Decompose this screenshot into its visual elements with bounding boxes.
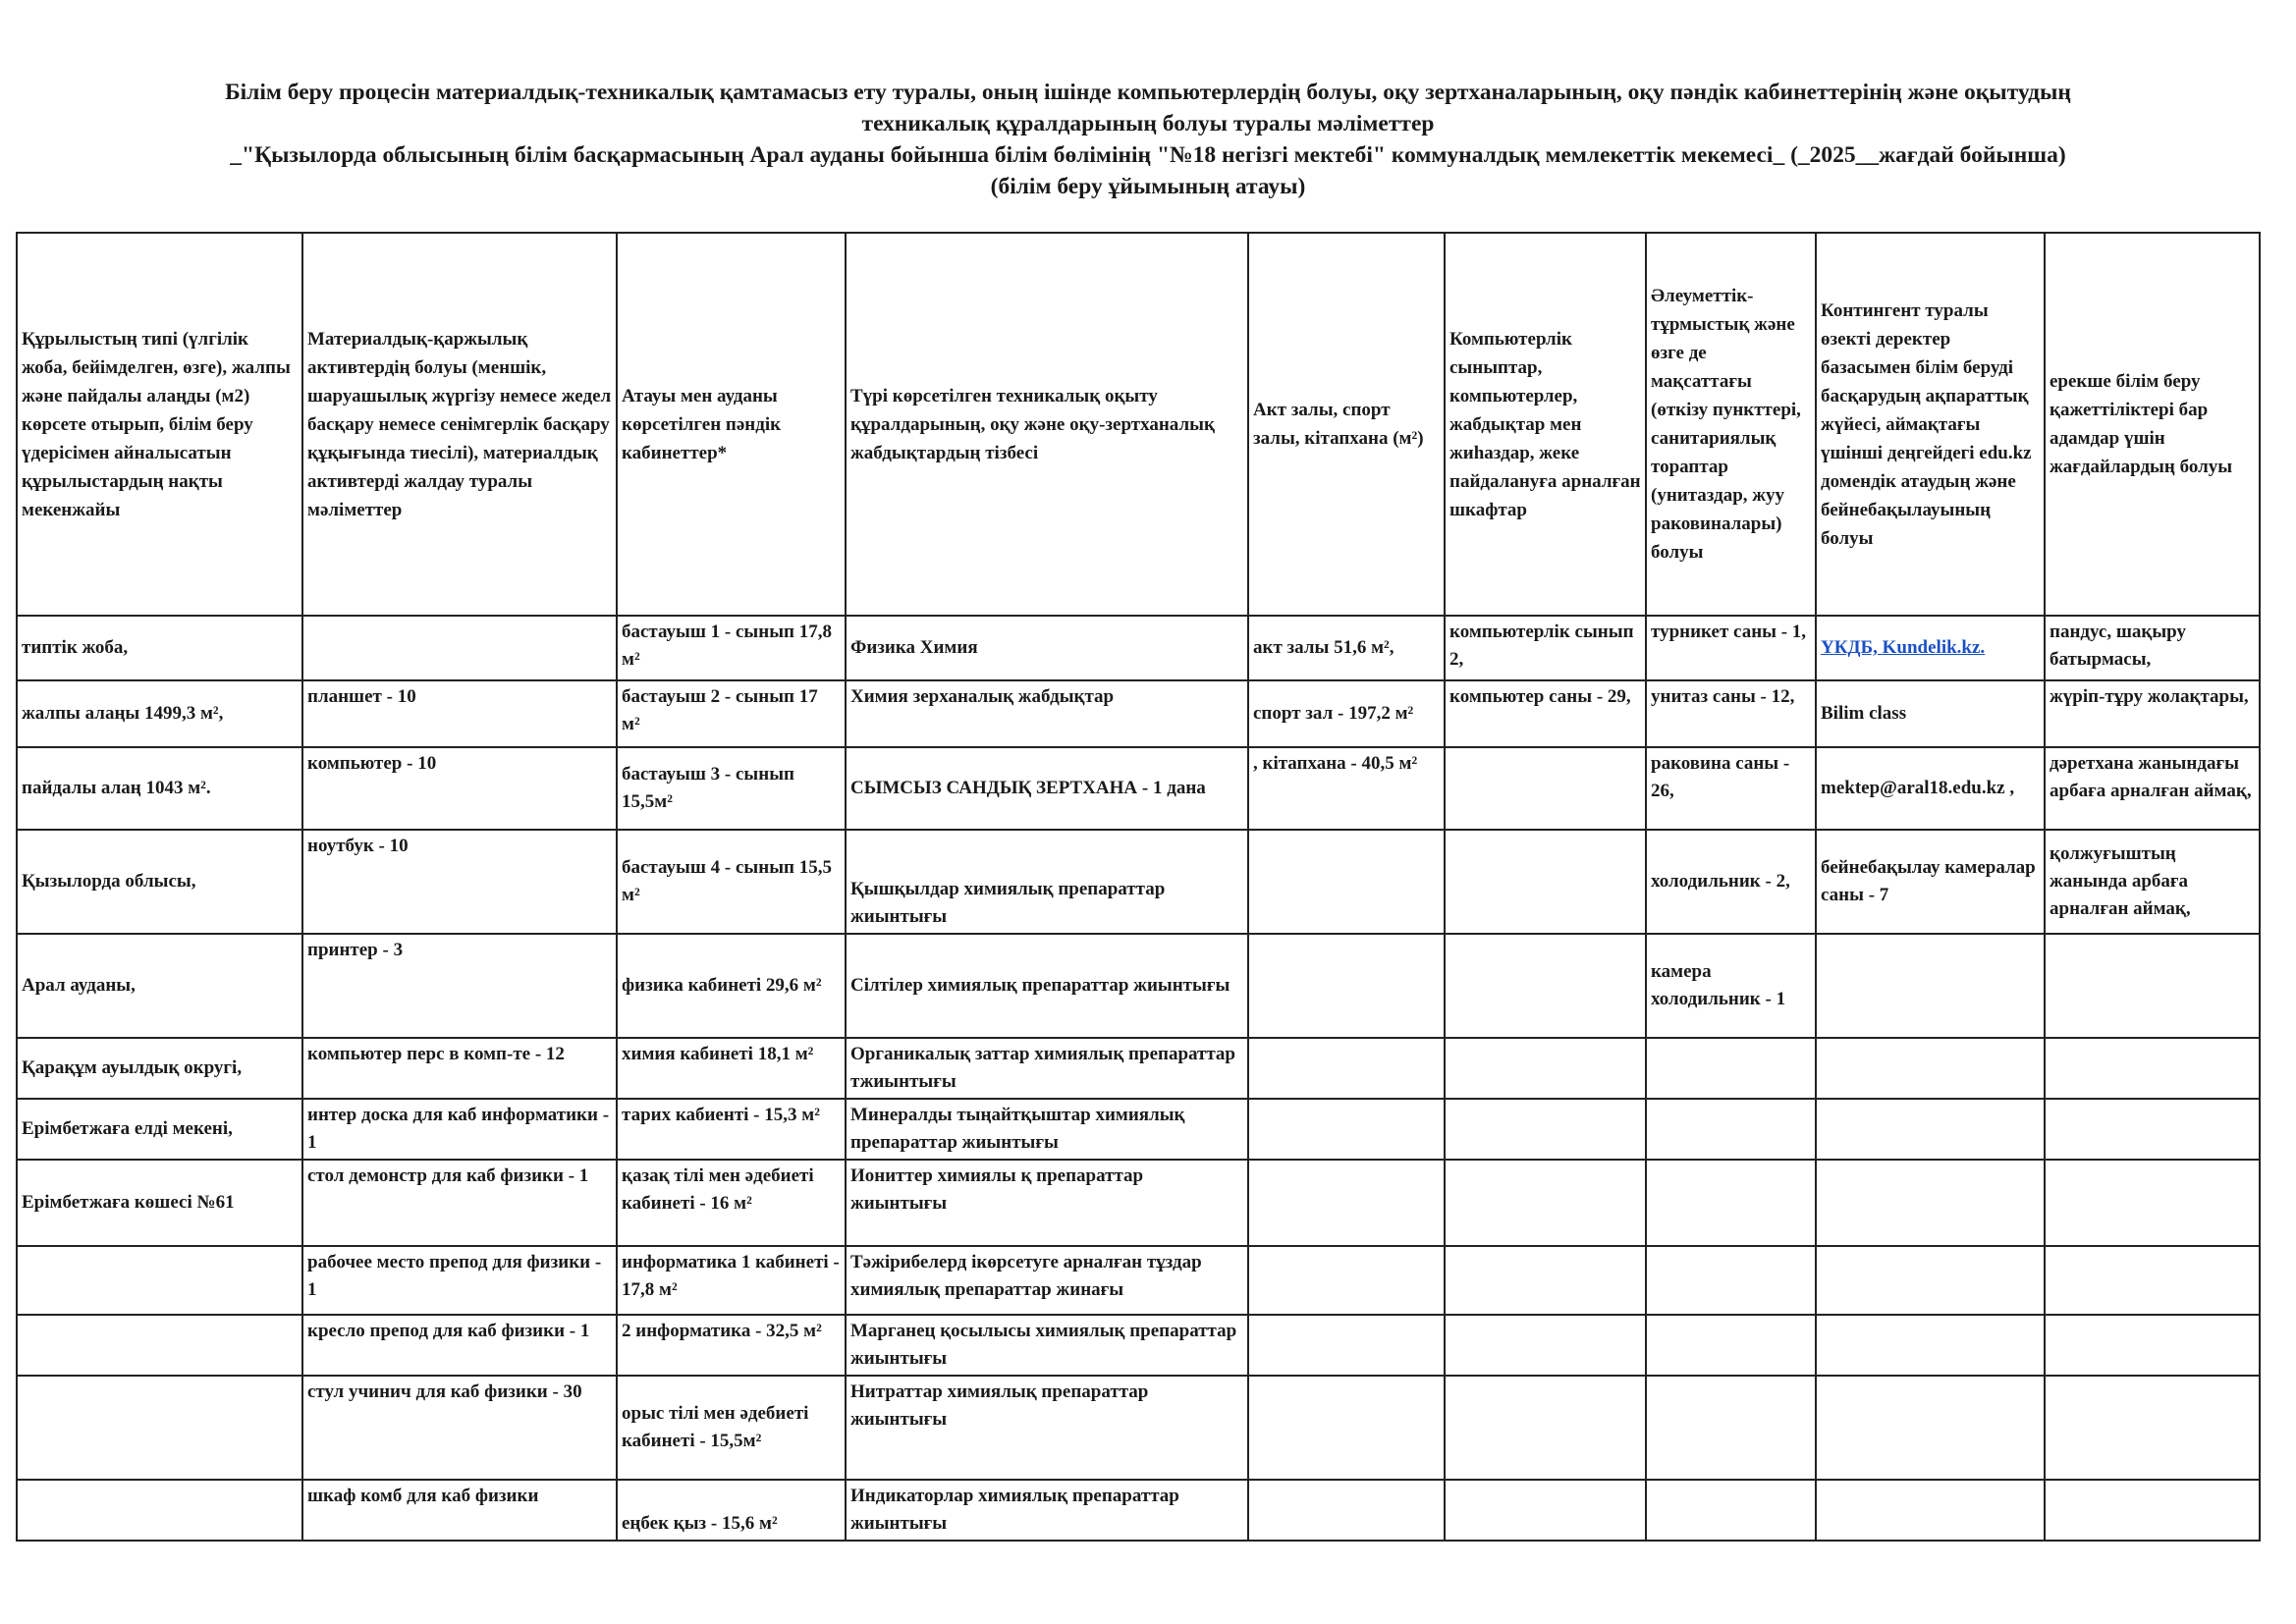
table-cell: дәретхана жанындағы арбаға арналған аймақ, <box>2045 747 2260 830</box>
table-row <box>17 1376 2260 1480</box>
table-row <box>17 680 2260 747</box>
table-cell: рабочее место препод для физики - 1 <box>302 1246 617 1315</box>
table-cell <box>1646 1099 1816 1160</box>
table-row <box>17 616 2260 680</box>
table-cell: пандус, шақыру батырмасы, <box>2045 616 2260 680</box>
table-cell: холодильник - 2, <box>1646 830 1816 934</box>
table-cell: қолжуғыштың жанында арбаға арналған аймақ, <box>2045 830 2260 934</box>
table-cell: физика кабинеті 29,6 м² <box>617 934 846 1038</box>
table-cell <box>1445 830 1646 934</box>
table-cell: кресло препод для каб физики - 1 <box>302 1315 617 1376</box>
table-row <box>17 1246 2260 1315</box>
column-header-equipment: Түрі көрсетілген техникалық оқыту құралдарының, оқу және оқу-зертханалық жабдықтардың тізбесі <box>846 233 1248 616</box>
table-cell: принтер - 3 <box>302 934 617 1038</box>
table-cell <box>2045 1160 2260 1246</box>
column-header-facilities: Әлеуметтік-тұрмыстық және өзге де мақсаттағы (өткізу пункттері, санитариялық тораптар (унитаздар, жуу раковиналары) болуы <box>1646 233 1816 616</box>
column-header-information-system: Контингент туралы өзекті деректер базасымен білім беруді басқарудың ақпараттық жүйесі, аймақтағы үшінші деңгейдегі edu.kz домендік атаудың және бейнебақылауының болуы <box>1816 233 2045 616</box>
table-cell: Минералды тыңайтқыштар химиялық препараттар жиынтығы <box>846 1099 1248 1160</box>
table-cell <box>1248 1315 1445 1376</box>
table-cell: стул учинич для каб физики - 30 <box>302 1376 617 1480</box>
header-organization-caption: (білім беру ұйымының атауы) <box>990 174 1306 199</box>
table-cell <box>2045 1315 2260 1376</box>
table-cell <box>1248 934 1445 1038</box>
table-cell: қазақ тілі мен әдебиеті кабинеті - 16 м² <box>617 1160 846 1246</box>
table-cell: Арал ауданы, <box>17 934 302 1038</box>
table-cell: Нитраттар химиялық препараттар жиынтығы <box>846 1376 1248 1480</box>
table-cell: тарих кабиенті - 15,3 м² <box>617 1099 846 1160</box>
document-header <box>20 77 2276 202</box>
table-cell: mektep@aral18.edu.kz , <box>1816 747 2045 830</box>
table-row <box>17 1099 2260 1160</box>
table-cell: информатика 1 кабинеті - 17,8 м² <box>617 1246 846 1315</box>
kundelik-link[interactable]: ҮКДБ, Kundelik.kz. <box>1821 637 1986 658</box>
table-cell <box>1445 1376 1646 1480</box>
table-cell <box>17 1246 302 1315</box>
table-cell: типтік жоба, <box>17 616 302 680</box>
table-cell <box>1816 1376 2045 1480</box>
table-cell <box>1248 1376 1445 1480</box>
table-cell <box>1816 1099 2045 1160</box>
table-cell: еңбек қыз - 15,6 м² <box>617 1480 846 1541</box>
table-cell: бастауыш 1 - сынып 17,8 м² <box>617 616 846 680</box>
table-cell: Индикаторлар химиялық препараттар жиынтығы <box>846 1480 1248 1541</box>
table-cell <box>2045 1376 2260 1480</box>
table-cell: компьютерлік сынып 2, <box>1445 616 1646 680</box>
table-cell: СЫМСЫЗ САНДЫҚ ЗЕРТХАНА - 1 дана <box>846 747 1248 830</box>
table-cell: , кітапхана - 40,5 м² <box>1248 747 1445 830</box>
table-cell: орыс тілі мен әдебиеті кабинеті - 15,5м² <box>617 1376 846 1480</box>
table-cell: Иониттер химиялы қ препараттар жиынтығы <box>846 1160 1248 1246</box>
table-cell <box>1445 934 1646 1038</box>
table-cell <box>1445 1246 1646 1315</box>
table-cell <box>2045 1480 2260 1541</box>
table-row <box>17 747 2260 830</box>
header-title-line-1: Білім беру процесін материалдық-техникалық қамтамасыз ету туралы, оның ішінде компьютерлердің болуы, оқу зертханаларының, оқу пәндік кабинеттерінің және оқытудың <box>225 80 2071 105</box>
table-cell <box>1248 1246 1445 1315</box>
equipment-table <box>16 232 2261 1542</box>
table-cell: Қышқылдар химиялық препараттар жиынтығы <box>846 830 1248 934</box>
table-cell <box>1248 830 1445 934</box>
table-cell: интер доска для каб информатики - 1 <box>302 1099 617 1160</box>
table-cell: спорт зал - 197,2 м² <box>1248 680 1445 747</box>
table-header-row <box>17 233 2260 616</box>
table-cell <box>1816 1315 2045 1376</box>
table-cell <box>1646 1315 1816 1376</box>
table-cell <box>1445 1160 1646 1246</box>
table-cell <box>1816 1038 2045 1099</box>
table-cell <box>1646 1038 1816 1099</box>
column-header-building: Құрылыстың типі (үлгілік жоба, бейімделген, өзге), жалпы және пайдалы алаңды (м2) көрсете отырып, білім беру үдерісімен айналысатын құрылыстардың нақты мекенжайы <box>17 233 302 616</box>
table-cell: пайдалы алаң 1043 м². <box>17 747 302 830</box>
table-cell: бастауыш 3 - сынып 15,5м² <box>617 747 846 830</box>
table-row <box>17 1315 2260 1376</box>
table-cell <box>302 616 617 680</box>
table-cell <box>1816 1246 2045 1315</box>
column-header-halls: Акт залы, спорт залы, кітапхана (м²) <box>1248 233 1445 616</box>
table-cell: компьютер саны - 29, <box>1445 680 1646 747</box>
table-row <box>17 830 2260 934</box>
table-cell <box>1816 616 2045 680</box>
table-cell: химия кабинеті 18,1 м² <box>617 1038 846 1099</box>
table-cell <box>1248 1099 1445 1160</box>
table-cell <box>17 1376 302 1480</box>
table-cell: Қызылорда облысы, <box>17 830 302 934</box>
table-cell <box>1816 934 2045 1038</box>
column-header-special-needs: ерекше білім беру қажеттіліктері бар адамдар үшін жағдайлардың болуы <box>2045 233 2260 616</box>
table-cell: планшет - 10 <box>302 680 617 747</box>
table-cell: стол демонстр для каб физики - 1 <box>302 1160 617 1246</box>
table-cell <box>2045 1099 2260 1160</box>
table-cell: Тәжірибелерд ікөрсетуге арналған тұздар химиялық препараттар жинағы <box>846 1246 1248 1315</box>
table-cell: унитаз саны - 12, <box>1646 680 1816 747</box>
table-row <box>17 1160 2260 1246</box>
column-header-classrooms: Атауы мен ауданы көрсетілген пәндік кабинеттер* <box>617 233 846 616</box>
table-cell <box>1816 1160 2045 1246</box>
table-cell: компьютер - 10 <box>302 747 617 830</box>
table-cell <box>1445 1038 1646 1099</box>
table-cell <box>1816 1480 2045 1541</box>
table-row <box>17 934 2260 1038</box>
table-cell: жалпы алаңы 1499,3 м², <box>17 680 302 747</box>
table-cell <box>1445 747 1646 830</box>
table-cell <box>17 1480 302 1541</box>
table-cell: Химия зерханалық жабдықтар <box>846 680 1248 747</box>
table-cell: Органикалық заттар химиялық препараттар тжиынтығы <box>846 1038 1248 1099</box>
table-cell <box>1445 1315 1646 1376</box>
table-cell <box>2045 1038 2260 1099</box>
table-cell <box>1445 1099 1646 1160</box>
table-cell <box>1646 1376 1816 1480</box>
header-organization-line: _"Қызылорда облысының білім басқармасының Арал ауданы бойынша білім бөлімінің "№18 негізгі мектебі" коммуналдық мемлекеттік мекемесі_ (_2025__жағдай бойынша) <box>230 142 2066 168</box>
table-cell: Марганец қосылысы химиялық препараттар жиынтығы <box>846 1315 1248 1376</box>
table-cell: бастауыш 4 - сынып 15,5 м² <box>617 830 846 934</box>
table-cell: 2 информатика - 32,5 м² <box>617 1315 846 1376</box>
table-cell: жүріп-тұру жолақтары, <box>2045 680 2260 747</box>
column-header-assets: Материалдық-қаржылық активтердің болуы (меншік, шаруашылық жүргізу немесе жедел басқару немесе сенімгерлік басқару құқығында тиесілі), материалдық активтерді жалдау туралы мәліметтер <box>302 233 617 616</box>
table-cell: бастауыш 2 - сынып 17 м² <box>617 680 846 747</box>
table-cell: бейнебақылау камералар саны - 7 <box>1816 830 2045 934</box>
table-cell <box>1646 1480 1816 1541</box>
table-cell: Сілтілер химиялық препараттар жиынтығы <box>846 934 1248 1038</box>
table-cell: раковина саны - 26, <box>1646 747 1816 830</box>
table-cell <box>1248 1160 1445 1246</box>
column-header-computers: Компьютерлік сыныптар, компьютерлер, жабдықтар мен жиһаздар, жеке пайдалануға арналған шкафтар <box>1445 233 1646 616</box>
table-cell: турникет саны - 1, <box>1646 616 1816 680</box>
table-cell: Bilim class <box>1816 680 2045 747</box>
table-cell: акт залы 51,6 м², <box>1248 616 1445 680</box>
header-title-line-2: техникалық құралдарының болуы туралы мәліметтер <box>861 111 1435 136</box>
table-cell: Ерімбетжаға көшесі №61 <box>17 1160 302 1246</box>
table-cell: Ерімбетжаға елді мекені, <box>17 1099 302 1160</box>
table-cell <box>2045 1246 2260 1315</box>
table-cell <box>17 1315 302 1376</box>
table-cell <box>2045 934 2260 1038</box>
table-cell: ноутбук - 10 <box>302 830 617 934</box>
table-cell: Қарақұм ауылдық округі, <box>17 1038 302 1099</box>
table-cell <box>1646 1246 1816 1315</box>
table-cell: шкаф комб для каб физики <box>302 1480 617 1541</box>
table-cell <box>1445 1480 1646 1541</box>
table-cell <box>1248 1038 1445 1099</box>
table-cell: камера холодильник - 1 <box>1646 934 1816 1038</box>
table-cell: Физика Химия <box>846 616 1248 680</box>
table-row <box>17 1038 2260 1099</box>
table-row <box>17 1480 2260 1541</box>
table-cell <box>1248 1480 1445 1541</box>
table-cell: компьютер перс в комп-те - 12 <box>302 1038 617 1099</box>
table-cell <box>1646 1160 1816 1246</box>
